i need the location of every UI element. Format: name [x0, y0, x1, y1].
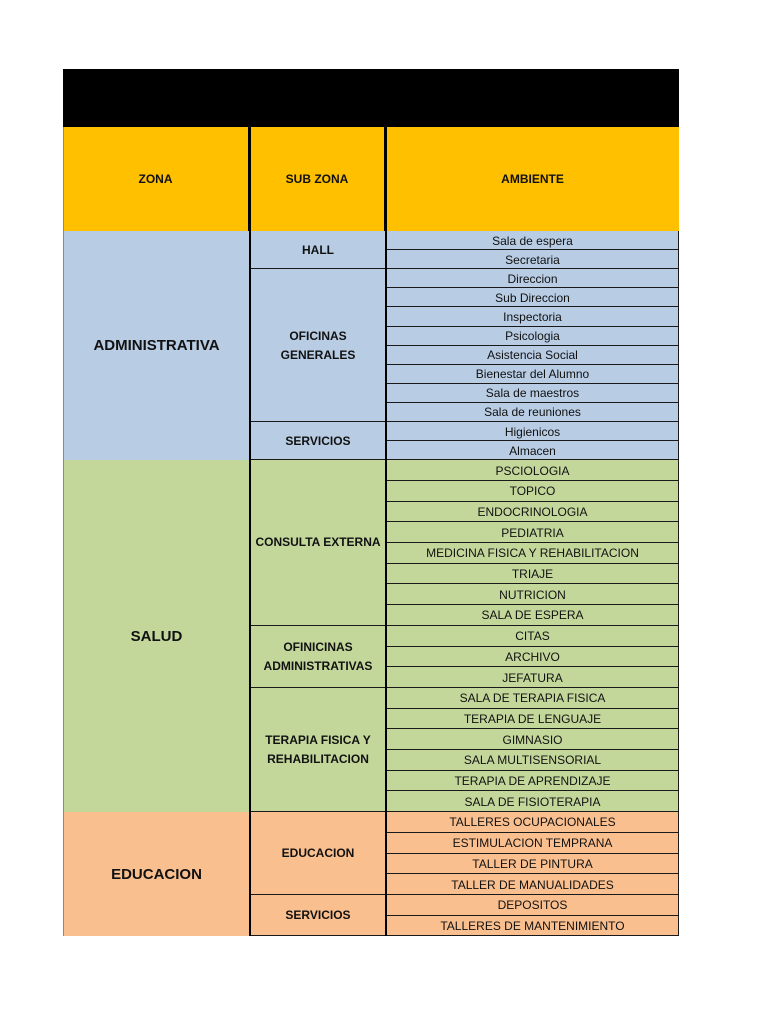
- ambiente-cell: SALA DE FISIOTERAPIA: [386, 791, 679, 812]
- ambiente-cell: SALA DE ESPERA: [386, 605, 679, 626]
- subzone-cell: CONSULTA EXTERNA: [250, 460, 386, 626]
- ambiente-cell: Sala de espera: [386, 231, 679, 250]
- ambiente-cell: Sub Direccion: [386, 288, 679, 307]
- ambiente-cell: TALLER DE MANUALIDADES: [386, 874, 679, 895]
- ambiente-cell: DEPOSITOS: [386, 895, 679, 916]
- ambiente-cell: ENDOCRINOLOGIA: [386, 502, 679, 523]
- ambiente-cell: Bienestar del Alumno: [386, 365, 679, 384]
- ambiente-cell: Sala de maestros: [386, 384, 679, 403]
- ambiente-cell: TALLER DE PINTURA: [386, 854, 679, 875]
- ambiente-cell: TALLERES OCUPACIONALES: [386, 812, 679, 833]
- ambiente-cell: PSCIOLOGIA: [386, 460, 679, 481]
- ambiente-cell: Secretaria: [386, 250, 679, 269]
- ambiente-cell: Sala de reuniones: [386, 403, 679, 422]
- subzone-cell: HALL: [250, 231, 386, 269]
- subzone-divider: [250, 935, 679, 936]
- ambiente-cell: TERAPIA DE LENGUAJE: [386, 709, 679, 730]
- zone-cell: SALUD: [63, 460, 250, 812]
- title-bar: [63, 69, 679, 127]
- ambiente-cell: SALA DE TERAPIA FISICA: [386, 688, 679, 709]
- ambiente-cell: Inspectoria: [386, 307, 679, 326]
- zone-cell: ADMINISTRATIVA: [63, 231, 250, 460]
- table-edge-left: [63, 127, 64, 936]
- ambiente-cell: NUTRICION: [386, 584, 679, 605]
- subzone-cell: OFINICINAS ADMINISTRATIVAS: [250, 626, 386, 688]
- ambiente-cell: SALA MULTISENSORIAL: [386, 750, 679, 771]
- subzone-cell: SERVICIOS: [250, 895, 386, 936]
- header-sub-zona: SUB ZONA: [250, 127, 386, 231]
- table-edge-right: [678, 231, 679, 936]
- ambiente-cell: Almacen: [386, 441, 679, 460]
- ambiente-cell: CITAS: [386, 626, 679, 647]
- ambiente-cell: PEDIATRIA: [386, 522, 679, 543]
- column-divider: [249, 127, 251, 936]
- header-ambiente: AMBIENTE: [386, 127, 679, 231]
- subzone-cell: TERAPIA FISICA Y REHABILITACION: [250, 688, 386, 812]
- ambiente-cell: TERAPIA DE APRENDIZAJE: [386, 771, 679, 792]
- ambiente-cell: Higienicos: [386, 422, 679, 441]
- subzone-cell: SERVICIOS: [250, 422, 386, 460]
- subzone-cell: EDUCACION: [250, 812, 386, 895]
- header-zona: ZONA: [63, 127, 250, 231]
- ambiente-cell: JEFATURA: [386, 667, 679, 688]
- ambiente-cell: GIMNASIO: [386, 729, 679, 750]
- ambiente-cell: ARCHIVO: [386, 647, 679, 668]
- ambiente-cell: Psicologia: [386, 327, 679, 346]
- ambiente-cell: ESTIMULACION TEMPRANA: [386, 833, 679, 854]
- ambiente-cell: TALLERES DE MANTENIMIENTO: [386, 916, 679, 937]
- column-divider: [385, 127, 387, 936]
- subzone-cell: OFICINAS GENERALES: [250, 269, 386, 422]
- ambiente-cell: TOPICO: [386, 481, 679, 502]
- ambiente-cell: Direccion: [386, 269, 679, 288]
- zone-cell: EDUCACION: [63, 812, 250, 936]
- ambiente-cell: TRIAJE: [386, 564, 679, 585]
- ambiente-cell: MEDICINA FISICA Y REHABILITACION: [386, 543, 679, 564]
- ambiente-cell: Asistencia Social: [386, 346, 679, 365]
